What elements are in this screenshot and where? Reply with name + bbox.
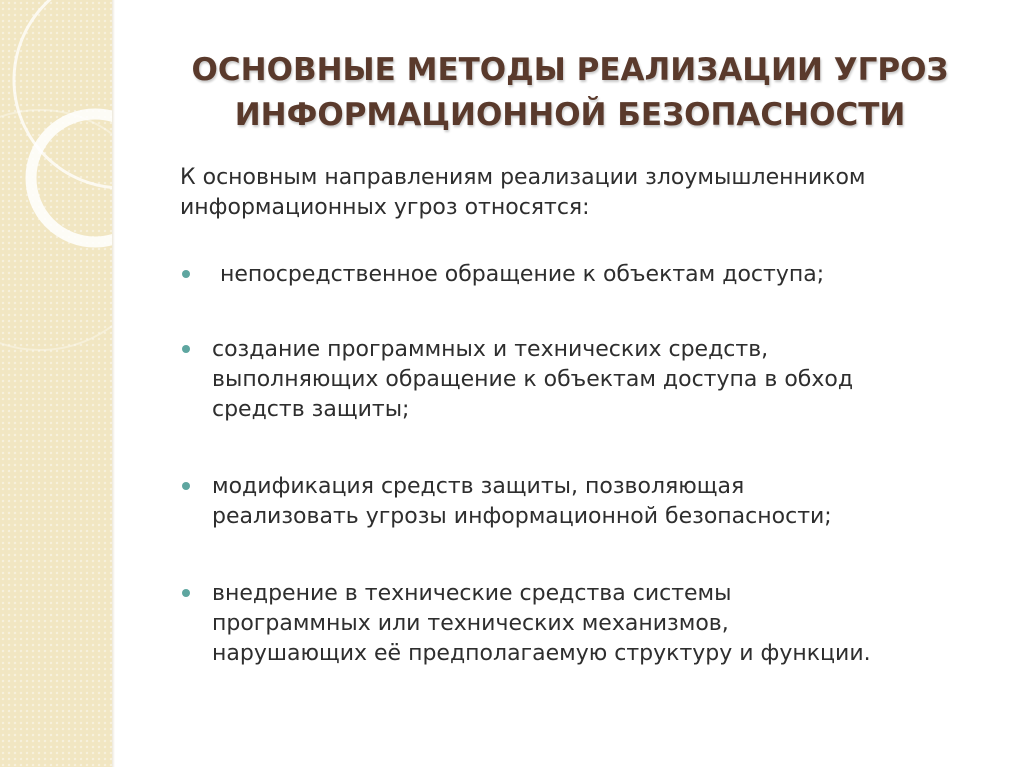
sidebar-divider (112, 0, 115, 767)
bullet-text-line: нарушающих её предполагаемую структуру и функции. (212, 641, 871, 666)
bullet-item-modify-protection (180, 472, 990, 532)
bullet-item-direct-access (180, 260, 990, 290)
bullet-dot-icon (182, 482, 190, 490)
decorative-circles-graphic (0, 0, 112, 767)
bullet-text-line: реализовать угрозы информационной безопасности; (212, 504, 832, 529)
bullet-dot-icon (182, 345, 190, 353)
slide-title-line-2: ИНФОРМАЦИОННОЙ БЕЗОПАСНОСТИ (234, 97, 906, 133)
bullet-text-line: программных или технических механизмов, (212, 611, 729, 636)
slide-body (180, 163, 990, 716)
bullet-text-line: внедрение в технические средства системы (212, 581, 732, 606)
bullet-text-line: средств защиты; (212, 397, 410, 422)
bullet-item-implant-mechanisms (180, 579, 990, 669)
decorative-sidebar (0, 0, 112, 767)
bullet-text-line: создание программных и технических средств, (212, 337, 769, 362)
bullet-dot-icon (182, 270, 190, 278)
bullet-dot-icon (182, 589, 190, 597)
bullet-text-line: непосредственное обращение к объектам доступа; (220, 262, 825, 287)
bullet-text-line: выполняющих обращение к объектам доступа в обход (212, 367, 854, 392)
intro-line-1: К основным направлениям реализации злоумышленником (180, 165, 866, 190)
intro-paragraph (180, 163, 990, 223)
bullet-item-create-tools (180, 335, 990, 425)
slide-title-line-1: ОСНОВНЫЕ МЕТОДЫ РЕАЛИЗАЦИИ УГРОЗ (191, 52, 949, 88)
slide-title (150, 48, 990, 138)
bullet-text-line: модификация средств защиты, позволяющая (212, 474, 745, 499)
intro-line-2: информационных угроз относятся: (180, 195, 590, 220)
decorative-circle-thick (31, 114, 112, 242)
bullet-list (180, 260, 990, 669)
